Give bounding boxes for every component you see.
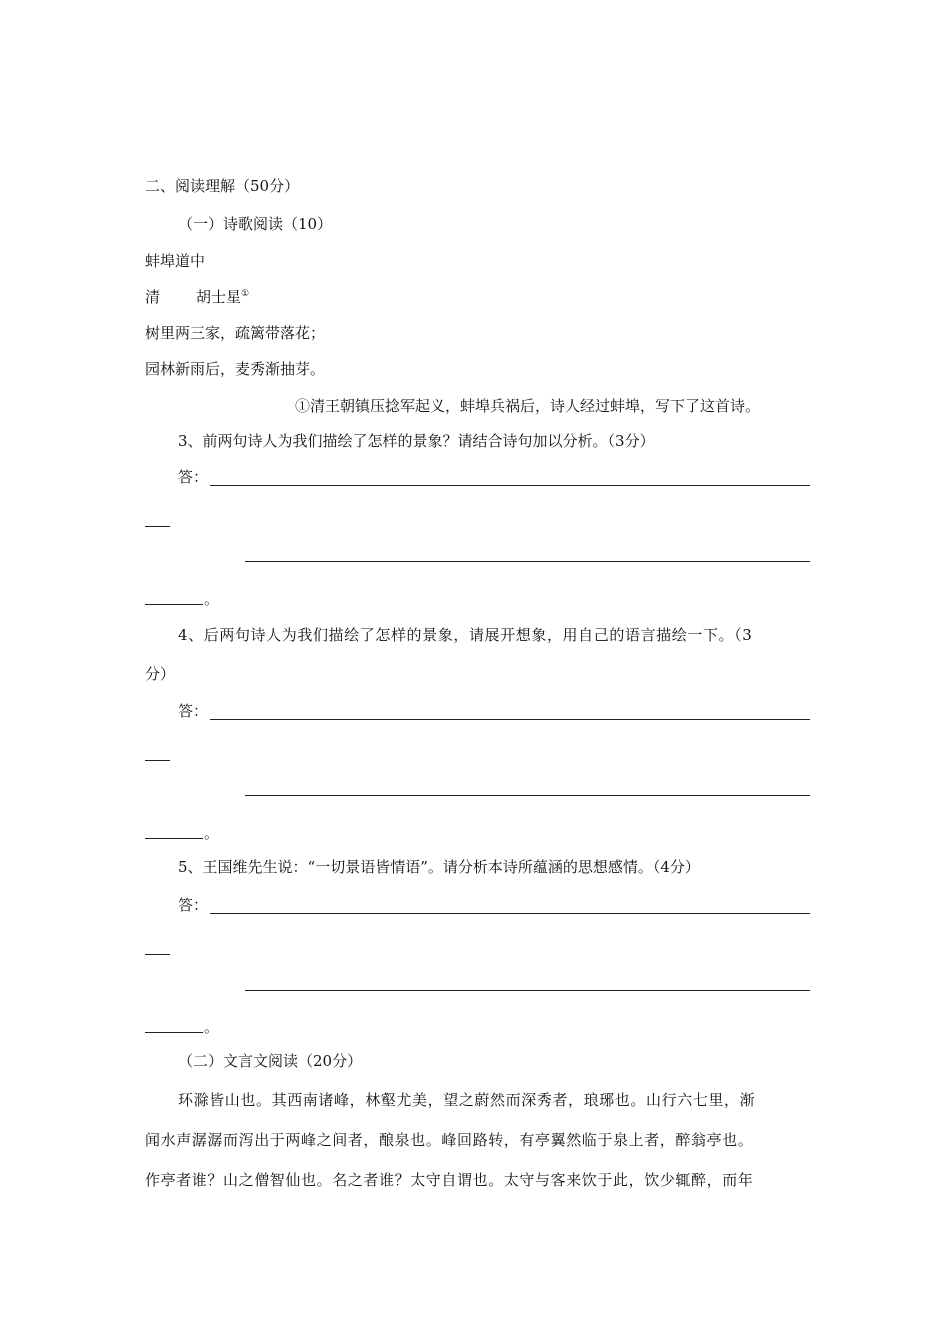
poem-author: 胡士星 bbox=[196, 288, 242, 306]
answer-line-4a[interactable] bbox=[210, 719, 810, 720]
answer-line-5d[interactable] bbox=[145, 1032, 203, 1033]
answer-line-5c[interactable] bbox=[245, 990, 810, 991]
poem-line-1: 树里两三家，疏篱带落花； bbox=[145, 324, 326, 342]
question-5: 5、王国维先生说：“一切景语皆情语”。请分析本诗所蕴涵的思想感情。（4分） bbox=[178, 858, 700, 876]
answer-label-5: 答： bbox=[178, 896, 209, 914]
classical-heading: （二）文言文阅读（20分） bbox=[178, 1052, 363, 1070]
poetry-heading: （一）诗歌阅读（10） bbox=[178, 215, 333, 233]
poem-title: 蚌埠道中 bbox=[145, 252, 206, 270]
question-4-line-2: 分） bbox=[145, 665, 176, 683]
classical-line-2: 闻水声潺潺而泻出于两峰之间者，酿泉也。峰回路转，有亭翼然临于泉上者，醉翁亭也。 bbox=[145, 1131, 754, 1149]
answer-line-3a[interactable] bbox=[210, 485, 810, 486]
footnote-marker: ① bbox=[241, 289, 250, 299]
answer-line-3c[interactable] bbox=[245, 561, 810, 562]
answer-line-4c[interactable] bbox=[245, 795, 810, 796]
question-3: 3、前两句诗人为我们描绘了怎样的景象？请结合诗句加以分析。（3分） bbox=[178, 432, 655, 450]
answer-label-3: 答： bbox=[178, 468, 209, 486]
section-title: 二、阅读理解（50分） bbox=[145, 177, 300, 195]
answer-line-3b[interactable] bbox=[145, 526, 170, 527]
answer-line-4b[interactable] bbox=[145, 760, 170, 761]
classical-line-3: 作亭者谁？山之僧智仙也。名之者谁？太守自谓也。太守与客来饮于此，饮少辄醉，而年 bbox=[145, 1171, 754, 1189]
answer-line-5a[interactable] bbox=[210, 913, 810, 914]
answer-line-3d[interactable] bbox=[145, 604, 203, 605]
question-4-line-1: 4、后两句诗人为我们描绘了怎样的景象，请展开想象，用自己的语言描绘一下。（3 bbox=[178, 626, 753, 644]
answer-line-4d[interactable] bbox=[145, 838, 203, 839]
answer-end-3: 。 bbox=[204, 590, 220, 608]
answer-end-5: 。 bbox=[204, 1018, 220, 1036]
poem-footnote: ①清王朝镇压捻军起义，蚌埠兵祸后，诗人经过蚌埠，写下了这首诗。 bbox=[295, 397, 761, 415]
poem-byline bbox=[145, 287, 249, 307]
poem-dynasty: 清 bbox=[145, 288, 161, 306]
answer-end-4: 。 bbox=[204, 824, 220, 842]
classical-line-1: 环滁皆山也。其西南诸峰，林壑尤美，望之蔚然而深秀者，琅琊也。山行六七里，渐 bbox=[178, 1091, 756, 1109]
answer-label-4: 答： bbox=[178, 702, 209, 720]
answer-line-5b[interactable] bbox=[145, 954, 170, 955]
poem-line-2: 园林新雨后，麦秀渐抽芽。 bbox=[145, 360, 326, 378]
